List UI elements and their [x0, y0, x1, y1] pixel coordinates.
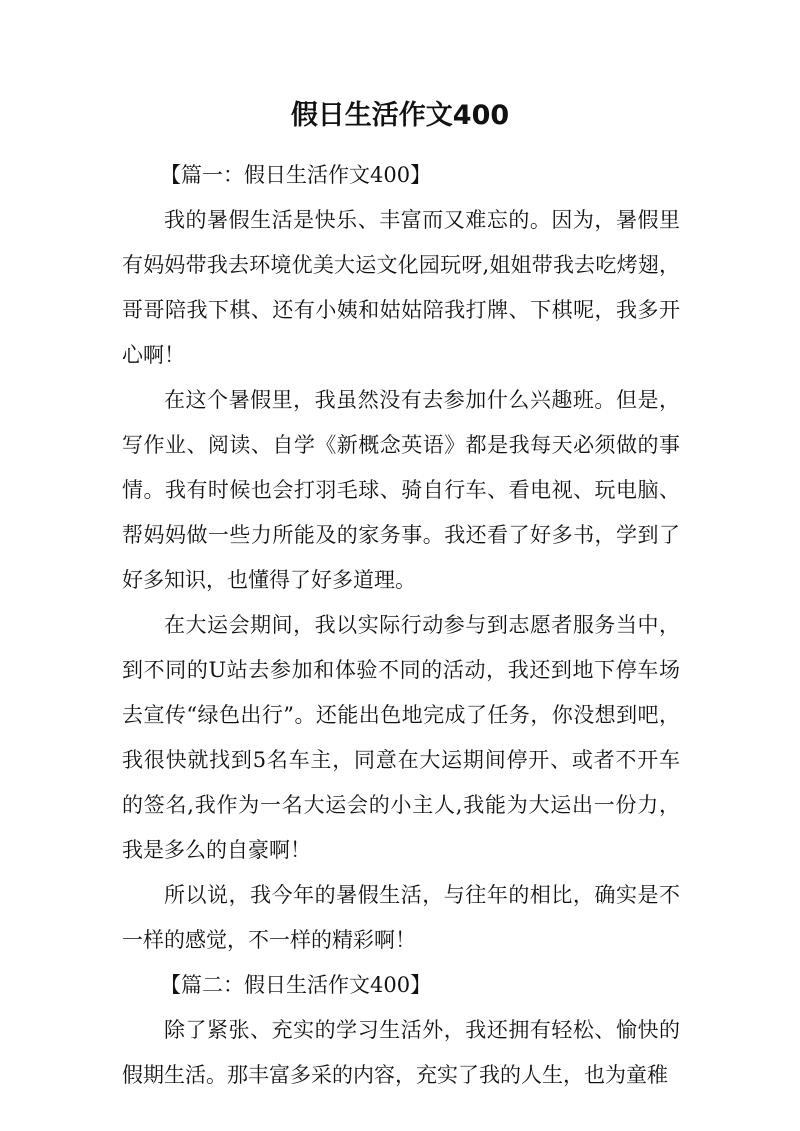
document-title: 假日生活作文400	[290, 100, 510, 131]
paragraph-3: 在大运会期间，我以实际行动参与到志愿者服务当中，到不同的U站去参加和体验不同的活动，我还到地下停车场去宣传“绿色出行”。还能出色地完成了任务，你没想到吧，我很快就找到5名车主，同意在大运期间停开、或者不开车的签名,我作为一名大运会的小主人,我能为大运出一份力，我是多么的自豪啊！	[122, 613, 680, 862]
paragraph-1: 我的暑假生活是快乐、丰富而又难忘的。因为，暑假里有妈妈带我去环境优美大运文化园玩呀,姐姐带我去吃烤翅，哥哥陪我下棋、还有小姨和姑姑陪我打牌、下棋呢，我多开心啊！	[122, 208, 680, 367]
section-heading-2: 【篇二：假日生活作文400】	[160, 973, 432, 997]
paragraph-2: 在这个暑假里，我虽然没有去参加什么兴趣班。但是，写作业、阅读、自学《新概念英语》都是我每天必须做的事情。我有时候也会打羽毛球、骑自行车、看电视、玩电脑、帮妈妈做一些力所能及的家务事。我还看了好多书，学到了好多知识，也懂得了好多道理。	[122, 388, 680, 592]
document-body	[122, 153, 680, 1098]
section-heading-1: 【篇一：假日生活作文400】	[160, 163, 432, 187]
paragraph-4: 所以说，我今年的暑假生活，与往年的相比，确实是不一样的感觉，不一样的精彩啊！	[122, 883, 680, 952]
paragraph-5: 除了紧张、充实的学习生活外，我还拥有轻松、愉快的假期生活。那丰富多采的内容，充实了我的人生，也为童稚	[122, 1018, 680, 1087]
